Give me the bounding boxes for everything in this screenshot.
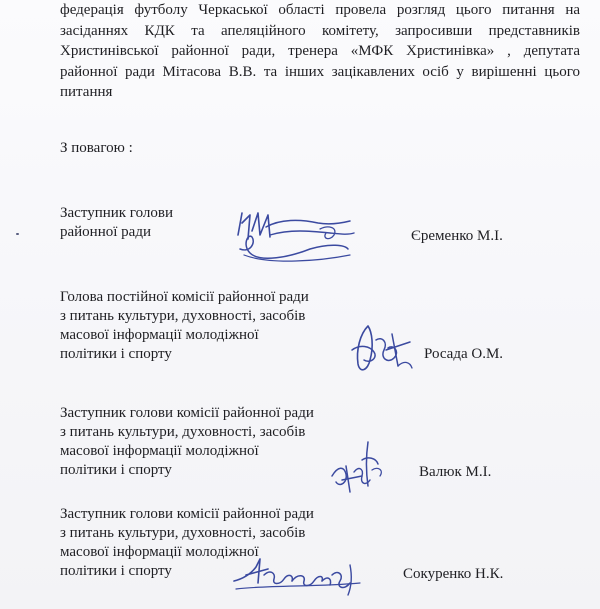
signatory-name: Сокуренко Н.К. bbox=[403, 566, 504, 582]
signatory-title bbox=[60, 404, 314, 480]
paper-speck bbox=[16, 233, 19, 235]
paragraph-line: районної ради Мітасова В.В. та інших зацікавлених осіб у вирішенні цього bbox=[60, 63, 580, 80]
paragraph-line: Христинівської районної ради, тренера «МФК Христинівка» , депутата bbox=[60, 43, 580, 59]
letter-paragraph bbox=[60, 0, 580, 103]
signatory-title-line: з питань культури, духовності, засобів bbox=[60, 525, 306, 541]
signatory-name: Єременко М.І. bbox=[411, 228, 503, 244]
signatory-title-line: масової інформації молодіжної bbox=[60, 544, 259, 560]
signatory-title-line: масової інформації молодіжної bbox=[60, 327, 259, 343]
handwritten-signature bbox=[328, 436, 388, 498]
signatory-title-line: Заступник голови bbox=[60, 205, 173, 221]
paragraph-line: засіданнях КДК та апеляційного комітету, запросивши представників bbox=[60, 22, 580, 39]
signatory-title-line: з питань культури, духовності, засобів bbox=[60, 424, 306, 440]
handwritten-signature bbox=[348, 320, 418, 380]
signatory-title-line: політики і спорту bbox=[60, 346, 172, 362]
signatory-title-line: політики і спорту bbox=[60, 563, 172, 579]
handwritten-signature bbox=[230, 205, 360, 275]
signatory-name: Валюк М.І. bbox=[419, 464, 492, 480]
signatory-title-line: районної ради bbox=[60, 224, 151, 240]
handwritten-signature bbox=[228, 545, 368, 601]
signatory-title-line: Голова постійної комісії районної ради bbox=[60, 289, 309, 305]
signatory-title-line: масової інформації молодіжної bbox=[60, 443, 259, 459]
signatory-title-line: Заступник голови комісії районної ради bbox=[60, 405, 314, 421]
paragraph-line: федерація футболу Черкаської області провела розгляд цього питання на bbox=[60, 2, 580, 18]
signatory-title bbox=[60, 288, 309, 364]
signatory-title-line: з питань культури, духовності, засобів bbox=[60, 308, 306, 324]
signatory-title-line: Заступник голови комісії районної ради bbox=[60, 506, 314, 522]
signatory-title bbox=[60, 204, 173, 242]
paragraph-line: питання bbox=[60, 84, 113, 100]
greeting: З повагою : bbox=[60, 140, 133, 156]
signatory-title-line: політики і спорту bbox=[60, 462, 172, 478]
signatory-name: Росада О.М. bbox=[424, 346, 504, 362]
